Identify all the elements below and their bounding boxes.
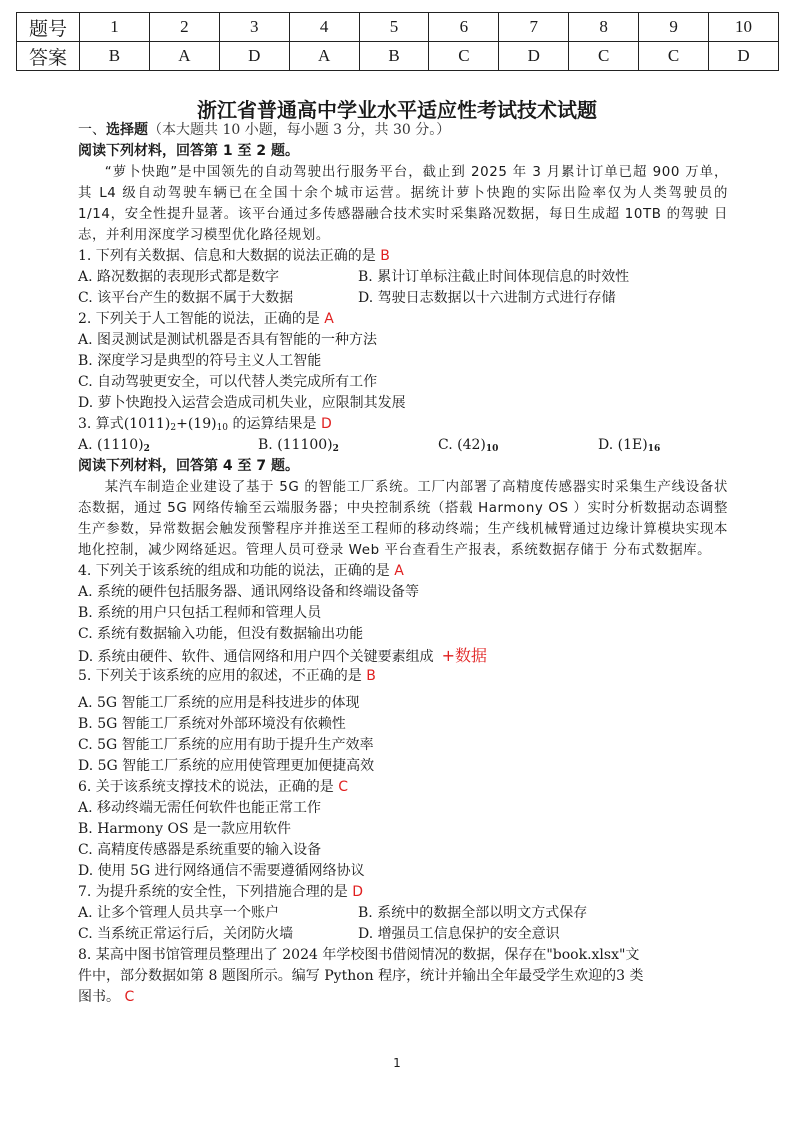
option-a: A. 5G 智能工厂系统的应用是科技进步的体现 xyxy=(78,695,360,711)
handwritten-answer-mark: A xyxy=(324,311,334,327)
option-c: C. 自动驾驶更安全，可以代替人类完成所有工作 xyxy=(78,374,378,390)
option-a: A. 移动终端无需任何软件也能正常工作 xyxy=(78,800,322,816)
question-number-cell: 1 xyxy=(80,13,150,42)
question-text: 2. 下列关于人工智能的说法，正确的是 xyxy=(78,311,320,327)
question-text: +(19) xyxy=(176,416,217,432)
table-header-answer: 答案 xyxy=(17,42,80,71)
option-d: D. 萝卜快跑投入运营会造成司机失业，应限制其发展 xyxy=(78,395,406,411)
option-d: D. 驾驶日志数据以十六进制方式进行存储 xyxy=(358,290,616,306)
option-d: D. 使用 5G 进行网络通信不需要遵循网络协议 xyxy=(78,863,365,879)
option-a: A. 让多个管理人员共享一个账户 xyxy=(78,905,280,921)
option-d-row xyxy=(78,645,728,666)
answer-cell: D xyxy=(219,42,289,71)
option-b: B. 系统的用户只包括工程师和管理人员 xyxy=(78,605,322,621)
answer-table-answer-row xyxy=(17,42,779,71)
handwritten-answer-mark: A xyxy=(394,563,404,579)
question-number-cell: 3 xyxy=(219,13,289,42)
section-heading xyxy=(78,120,728,141)
option-d: D. 5G 智能工厂系统的应用使管理更加便捷高效 xyxy=(78,758,375,774)
question-number-cell: 4 xyxy=(289,13,359,42)
section-note: （本大题共 10 小题，每小题 3 分，共 30 分。） xyxy=(148,122,451,138)
page-title: 浙江省普通高中学业水平适应性考试技术试题 xyxy=(197,98,597,122)
answer-cell: D xyxy=(709,42,779,71)
option-label: C. (42) xyxy=(438,437,486,453)
question-text: 7. 为提升系统的安全性，下列措施合理的是 xyxy=(78,884,348,900)
answer-key-table xyxy=(16,12,779,71)
question-number-cell: 6 xyxy=(429,13,499,42)
question-text: 的运算结果是 xyxy=(228,416,317,432)
answer-cell: C xyxy=(639,42,709,71)
answer-table-number-row xyxy=(17,13,779,42)
option-b: B. 系统中的数据全部以明文方式保存 xyxy=(358,905,588,921)
option-label: D. (1E) xyxy=(598,437,648,453)
answer-cell: C xyxy=(429,42,499,71)
option-c: C. 高精度传感器是系统重要的输入设备 xyxy=(78,842,322,858)
option-a: A. 图灵测试是测试机器是否具有智能的一种方法 xyxy=(78,332,378,348)
option-b: B. 5G 智能工厂系统对外部环境没有依赖性 xyxy=(78,716,346,732)
answer-cell: C xyxy=(569,42,639,71)
question-number-cell: 10 xyxy=(709,13,779,42)
section-prefix: 一、 xyxy=(78,122,106,138)
handwritten-answer-mark: C xyxy=(124,989,135,1005)
option-d xyxy=(598,437,660,453)
option-c xyxy=(438,435,598,460)
question-text: 图书。 xyxy=(78,989,120,1005)
answer-cell: B xyxy=(80,42,150,71)
option-label: A. (1110) xyxy=(78,437,144,453)
base-subscript: 16 xyxy=(647,444,661,454)
table-header-question-number: 题号 xyxy=(17,13,80,42)
base-subscript: 10 xyxy=(485,444,499,454)
handwritten-answer-mark: D xyxy=(320,416,332,432)
question-text: 5. 下列关于该系统的应用的叙述，不正确的是 xyxy=(78,668,362,684)
question-4-stem xyxy=(78,561,728,582)
option-b: B. 累计订单标注截止时间体现信息的时效性 xyxy=(358,269,630,285)
question-text: 1. 下列有关数据、信息和大数据的说法正确的是 xyxy=(78,248,376,264)
handwritten-answer-mark: D xyxy=(352,884,364,900)
question-3-stem xyxy=(78,414,728,435)
handwritten-answer-mark: C xyxy=(338,779,349,795)
option-c: C. 当系统正常运行后，关闭防火墙 xyxy=(78,926,294,942)
base-subscript: 2 xyxy=(170,423,177,433)
option-a: A. 路况数据的表现形式都是数字 xyxy=(78,269,280,285)
question-number-cell: 5 xyxy=(359,13,429,42)
page-number: 1 xyxy=(393,1056,401,1070)
option-d: D. 系统由硬件、软件、通信网络和用户四个关键要素组成 xyxy=(78,649,434,665)
question-3-options-row xyxy=(78,435,728,456)
option-a: A. 系统的硬件包括服务器、通讯网络设备和终端设备等 xyxy=(78,584,420,600)
option-b: B. 深度学习是典型的符号主义人工智能 xyxy=(78,353,322,369)
option-label: B. (11100) xyxy=(258,437,333,453)
material-2-heading: 阅读下列材料，回答第 4 至 7 题。 xyxy=(78,458,299,474)
question-6-stem xyxy=(78,777,728,798)
question-text: 6. 关于该系统支撑技术的说法，正确的是 xyxy=(78,779,334,795)
option-c: C. 5G 智能工厂系统的应用有助于提升生产效率 xyxy=(78,737,374,753)
question-number-cell: 2 xyxy=(149,13,219,42)
question-7-options-row xyxy=(78,924,728,945)
handwritten-answer-mark: B xyxy=(366,668,376,684)
question-text: 3. 算式(1011) xyxy=(78,416,171,432)
base-subscript: 2 xyxy=(332,444,339,454)
option-c: C. 该平台产生的数据不属于大数据 xyxy=(78,290,294,306)
base-subscript: 2 xyxy=(143,444,150,454)
question-1-options-row xyxy=(78,288,728,309)
answer-cell: A xyxy=(289,42,359,71)
handwritten-annotation: +数据 xyxy=(441,646,488,665)
option-c: C. 系统有数据输入功能，但没有数据输出功能 xyxy=(78,626,364,642)
question-1-options-row xyxy=(78,267,728,288)
question-8-line: 件中，部分数据如第 8 题图所示。编写 Python 程序，统计并输出全年最受学生欢迎的3 类 xyxy=(78,968,644,984)
question-5-stem xyxy=(78,666,728,687)
option-b: B. Harmony OS 是一款应用软件 xyxy=(78,821,292,837)
exam-content xyxy=(78,120,728,1008)
section-name: 选择题 xyxy=(106,122,148,138)
question-number-cell: 8 xyxy=(569,13,639,42)
handwritten-answer-mark: B xyxy=(380,248,390,264)
question-2-stem xyxy=(78,309,728,330)
base-subscript: 10 xyxy=(216,423,229,433)
option-d: D. 增强员工信息保护的安全意识 xyxy=(358,926,560,942)
question-number-cell: 9 xyxy=(639,13,709,42)
question-7-stem xyxy=(78,882,728,903)
material-2-text: 某汽车制造企业建设了基于 5G 的智能工厂系统。工厂内部署了高精度传感器实时采集生产线设备状态数据，通过 5G 网络传输至云端服务器；中央控制系统（搭载 Harmony OS ）实时分析数据动态调整生产参数，异常数据会触发预警程序并推送至工程师的移动终端；生产线机械臂通过边缘计算模块实现本地化控制，减少网络延迟。管理人员可登录 Web 平台查看生产报表，系统数据存储于 分布式数据库。 xyxy=(78,480,728,558)
material-1-heading: 阅读下列材料，回答第 1 至 2 题。 xyxy=(78,143,299,159)
question-1-stem xyxy=(78,246,728,267)
question-text: 4. 下列关于该系统的组成和功能的说法，正确的是 xyxy=(78,563,390,579)
question-8-line xyxy=(78,987,728,1008)
material-1-text: “萝卜快跑”是中国领先的自动驾驶出行服务平台，截止到 2025 年 3 月累计订单已超 900 万单， 其 L4 级自动驾驶车辆已在全国十余个城市运营。据统计萝卜快跑的实际出险率仅为人类驾驶员的 1/14，安全性提升显著。该平台通过多传感器融合技术实时采集路况数据，每日生成超 10TB 的驾驶 日志，并利用深度学习模型优化路径规划。 xyxy=(78,165,728,243)
answer-cell: D xyxy=(499,42,569,71)
answer-cell: A xyxy=(149,42,219,71)
question-7-options-row xyxy=(78,903,728,924)
answer-cell: B xyxy=(359,42,429,71)
question-number-cell: 7 xyxy=(499,13,569,42)
question-8-line: 8. 某高中图书馆管理员整理出了 2024 年学校图书借阅情况的数据，保存在"book.xlsx"文 xyxy=(78,947,640,963)
